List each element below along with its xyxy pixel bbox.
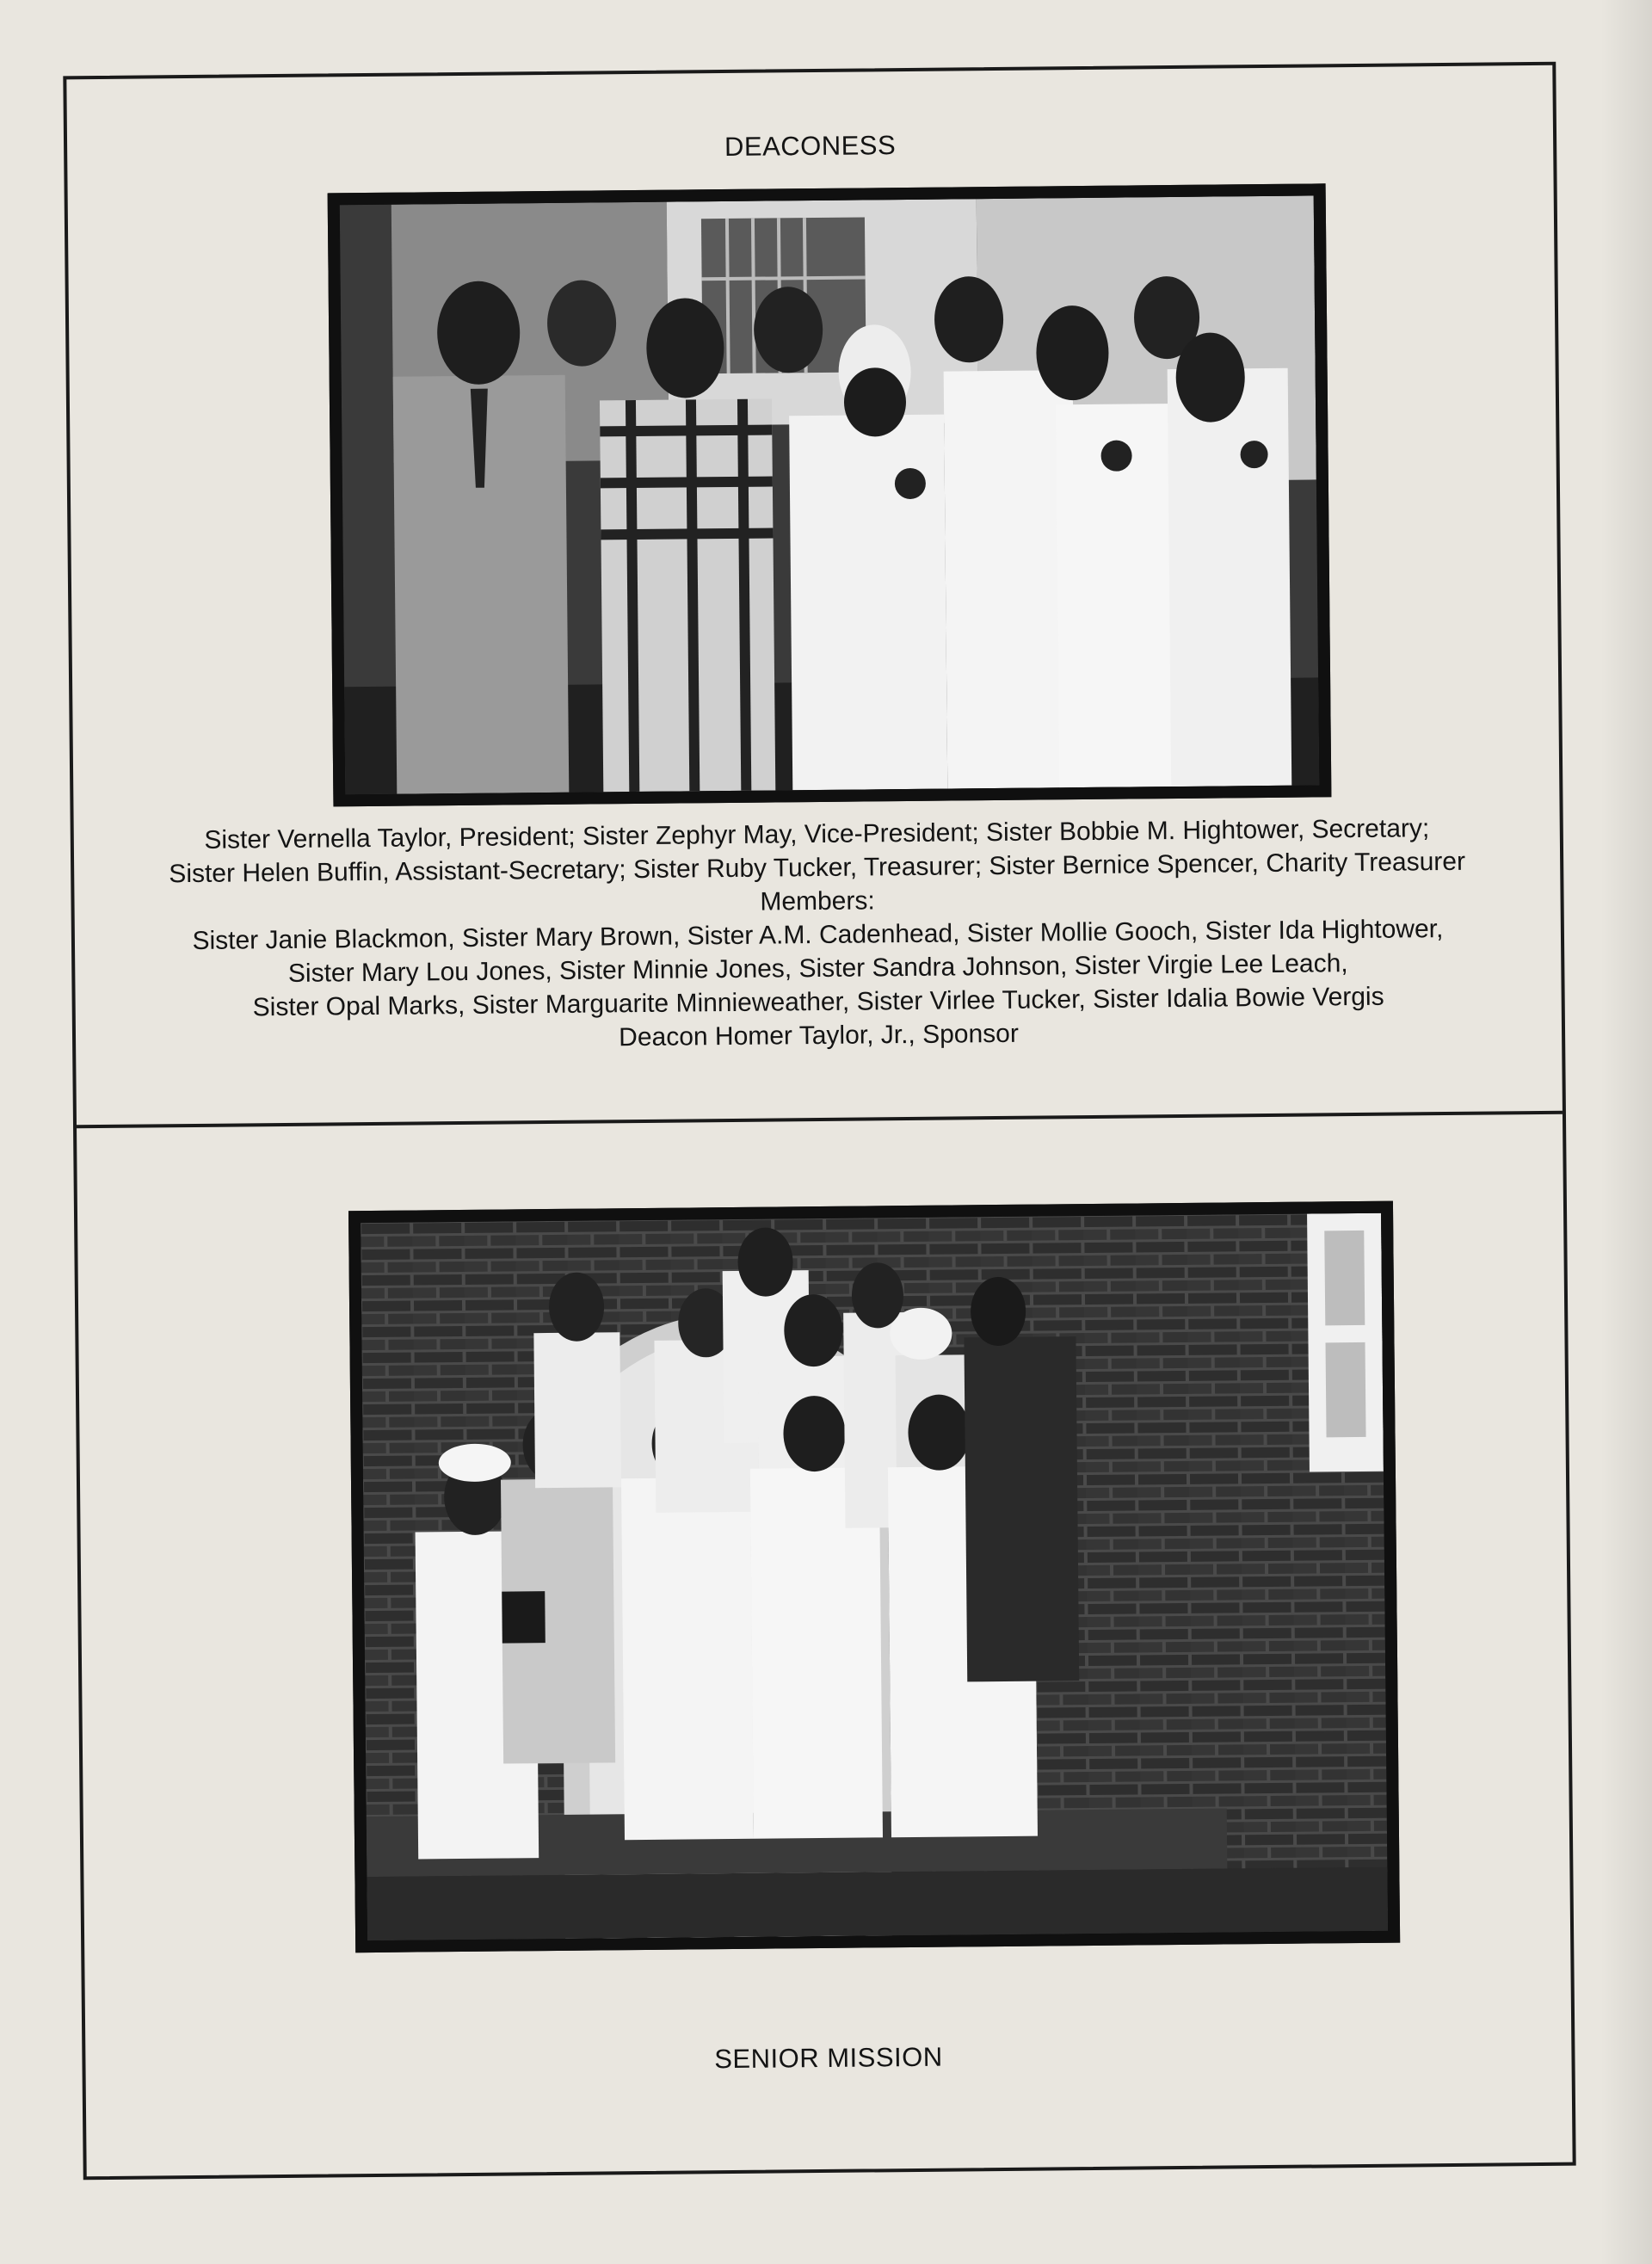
caption-sponsor-line: Deacon Homer Taylor, Jr., Sponsor — [619, 1019, 1020, 1052]
page-border-frame — [63, 62, 1575, 2181]
deaconess-caption — [91, 811, 1545, 1059]
caption-line: Sister Helen Buffin, Assistant-Secretary; Sister Ruby Tucker, Treasurer; Sister Bernice Spencer, Charity Treasurer — [169, 847, 1466, 889]
deaconess-group-photo — [328, 183, 1332, 806]
deaconess-heading: DEACONESS — [724, 130, 897, 163]
senior-mission-heading: SENIOR MISSION — [714, 2041, 943, 2075]
caption-line: Sister Janie Blackmon, Sister Mary Brown, Sister A.M. Cadenhead, Sister Mollie Gooch, Sister Ida Hightower, — [192, 915, 1444, 955]
caption-line: Sister Opal Marks, Sister Marguarite Minnieweather, Sister Virlee Tucker, Sister Idalia Bowie Vergis — [252, 982, 1384, 1022]
section-divider — [77, 1111, 1563, 1129]
caption-line: Sister Mary Lou Jones, Sister Minnie Jones, Sister Sandra Johnson, Sister Virgie Lee Leach, — [287, 949, 1348, 988]
caption-line: Sister Vernella Taylor, President; Sister Zephyr May, Vice-President; Sister Bobbie M. Hightower, Secretary; — [204, 814, 1430, 854]
caption-members-heading: Members: — [760, 886, 875, 916]
senior-mission-group-photo — [348, 1201, 1400, 1953]
page-edge-shadow — [1600, 0, 1652, 2264]
